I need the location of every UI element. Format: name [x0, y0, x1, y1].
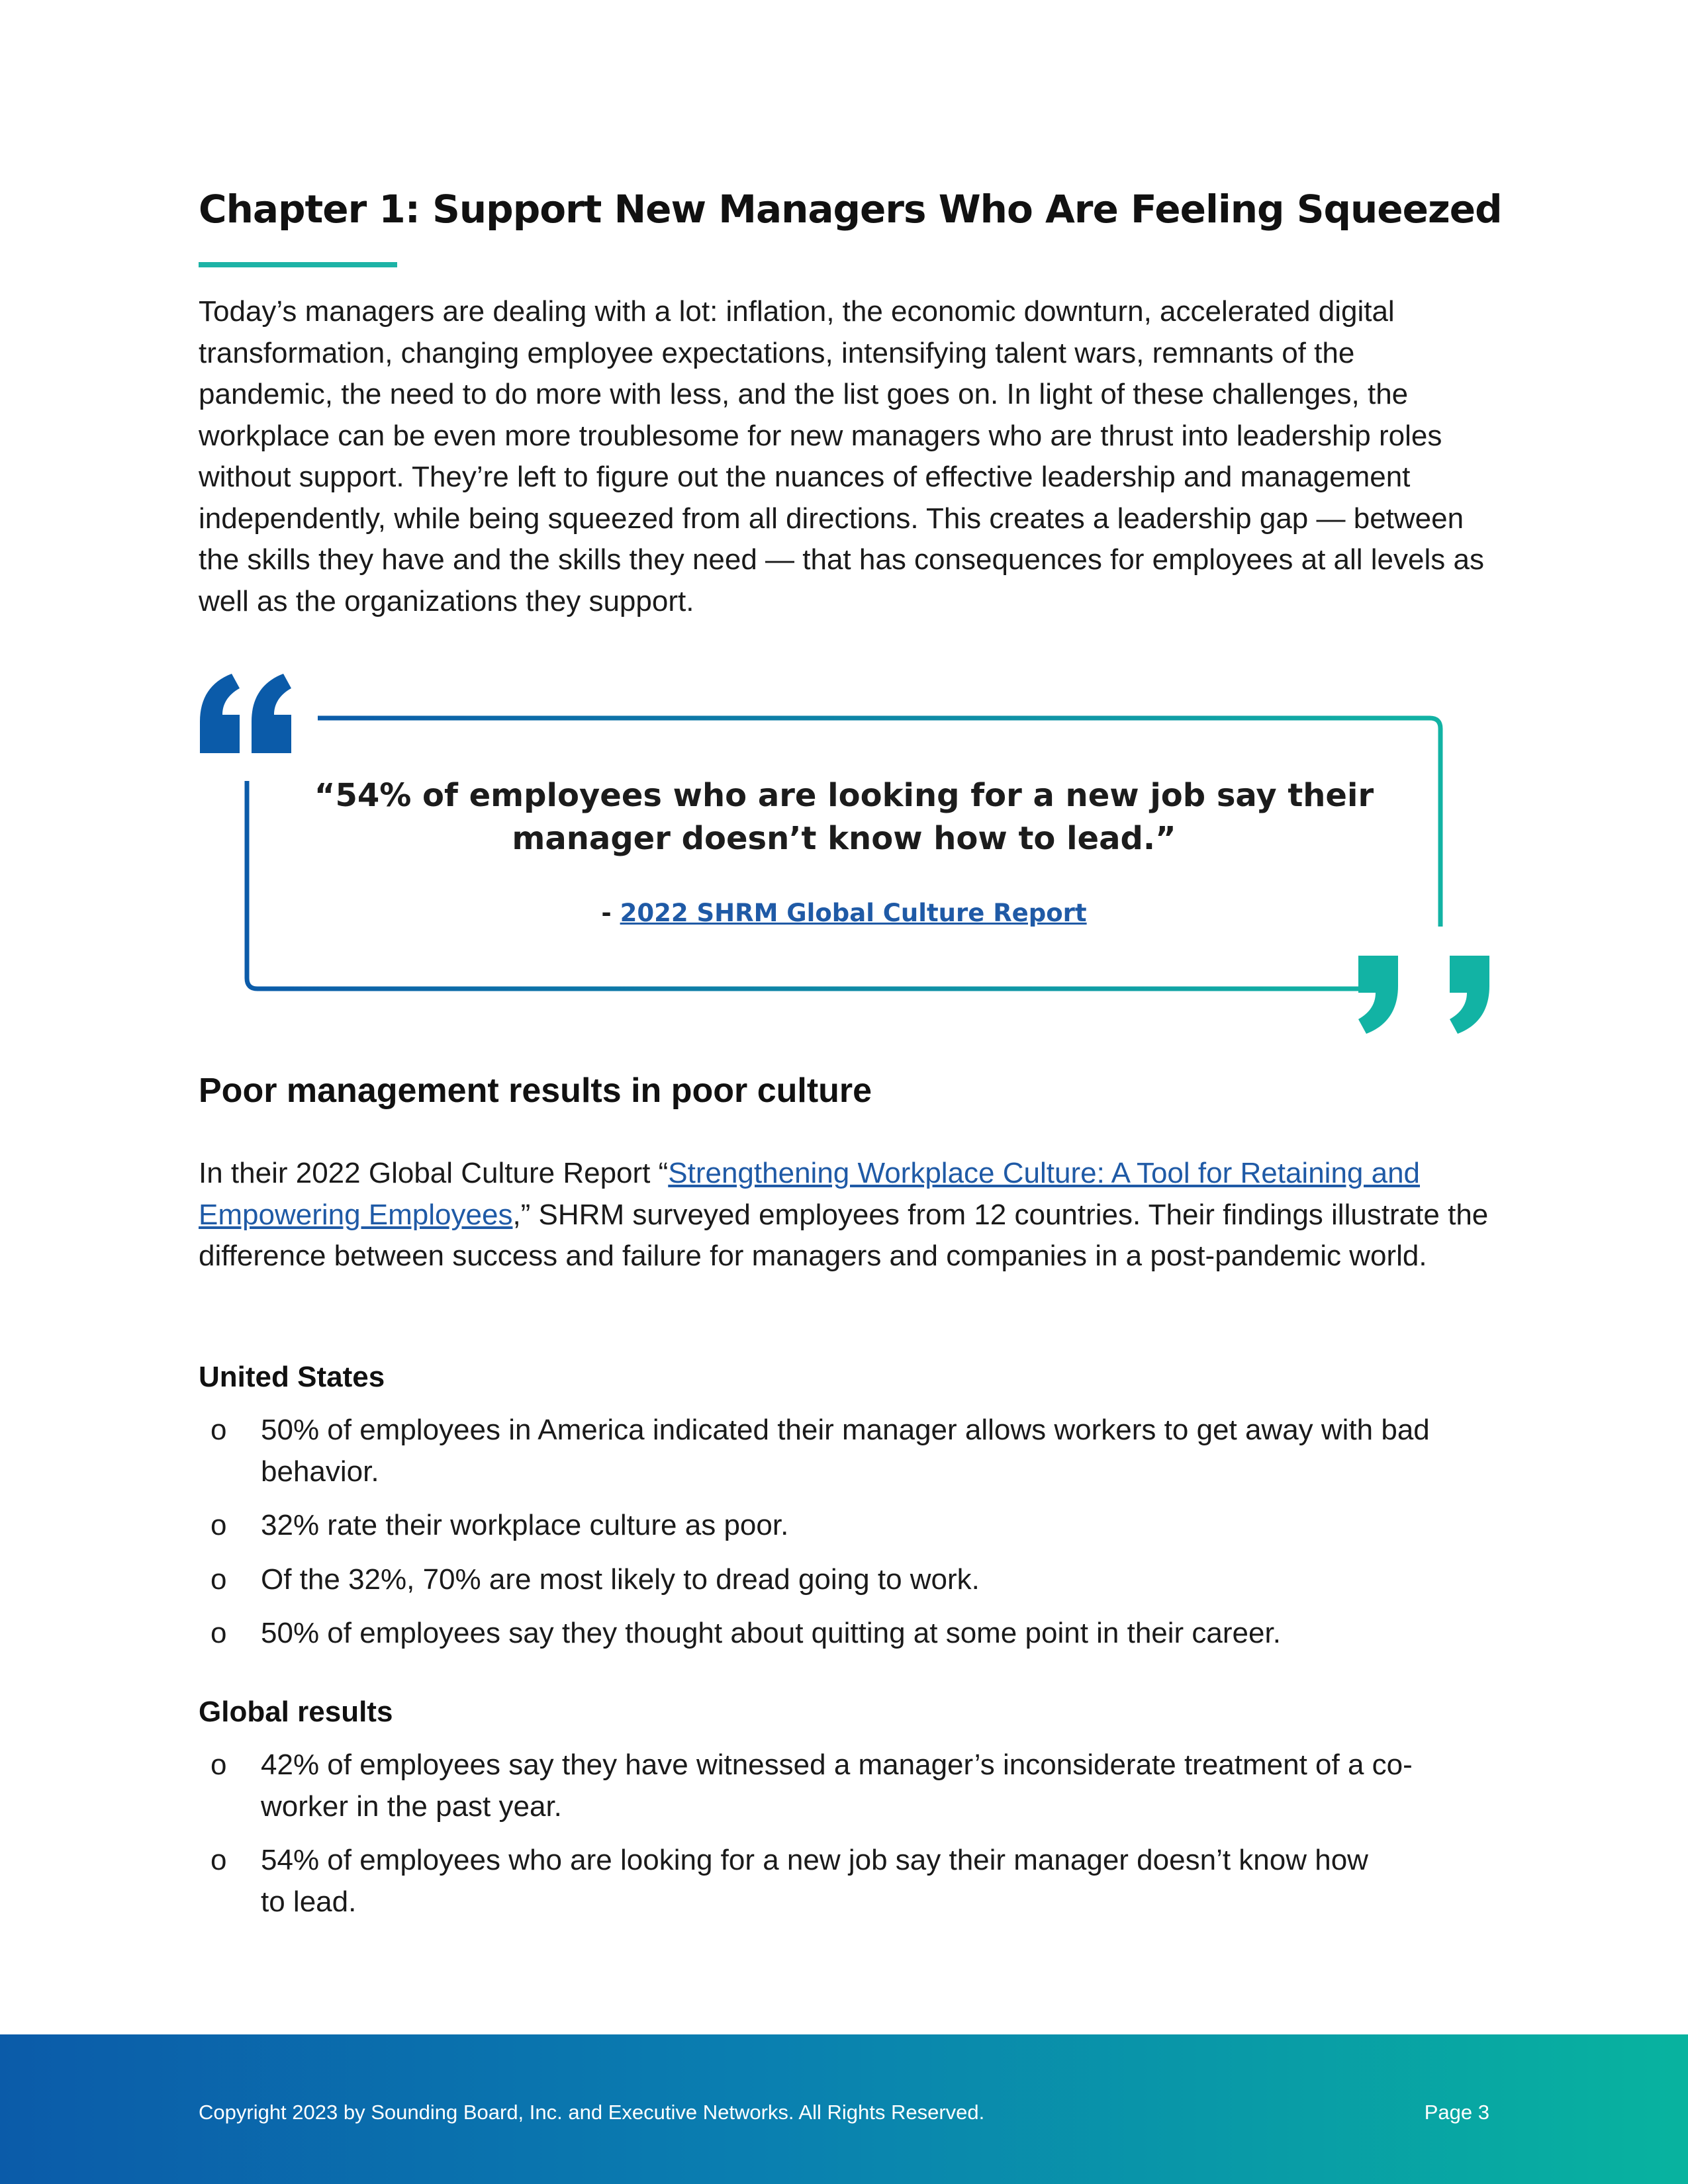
list-item [199, 1613, 1496, 1655]
bullet: o [211, 1563, 227, 1596]
section-heading: Poor management results in poor culture [199, 1071, 872, 1110]
quote-source-link[interactable]: 2022 SHRM Global Culture Report [620, 899, 1087, 927]
intro-paragraph: Today’s managers are dealing with a lot: inflation, the economic downturn, accelerated digital transformation, changing employee expectations, intensifying talent wars, remnants of the pandemic, the need to do more with less, and the list goes on. In light of these challenges, the workplace can be even more troublesome for new managers who are thrust into leadership roles without support. They’re left to figure out the nuances of effective leadership and management independently, while being squeezed from all directions. This creates a leadership gap — between the skills they have and the skills they need — that has consequences for employees at all levels as well as the organizations they support. [199, 295, 1484, 617]
pull-quote: “54% of employees who are looking for a new job say their manager doesn’t know how to lead.” [314, 777, 1374, 857]
list-item [199, 1840, 1496, 1923]
bullet: o [211, 1509, 227, 1541]
page-footer [0, 2034, 1688, 2184]
para-prefix: In their 2022 Global Culture Report “ [199, 1157, 669, 1189]
list-item-text: Of the 32%, 70% are most likely to dread going to work. [261, 1563, 980, 1596]
chapter-title: Chapter 1: Support New Managers Who Are Feeling Squeezed [199, 187, 1502, 232]
bullet: o [211, 1749, 227, 1781]
list-item [199, 1410, 1496, 1492]
subheading-united-states: United States [199, 1361, 385, 1393]
footer-copyright: Copyright 2023 by Sounding Board, Inc. and Executive Networks. All Rights Reserved. [199, 2101, 985, 2124]
bullet: o [211, 1617, 227, 1649]
page-number: Page 3 [1424, 2101, 1489, 2124]
open-quote-icon [200, 674, 291, 753]
list-item-text: 42% of employees say they have witnessed a manager’s inconsiderate treatment of a co-worker in the past year. [261, 1749, 1413, 1823]
list-item-text: 32% rate their workplace culture as poor. [261, 1509, 789, 1541]
list-item-text: 54% of employees who are looking for a new job say their manager doesn’t know how to lead. [261, 1844, 1368, 1918]
quote-source-prefix: - [601, 899, 620, 927]
report-link[interactable]: Strengthening Workplace Culture: A Tool for Retaining and Empowering Employees [199, 1157, 1421, 1231]
bullet: o [211, 1844, 227, 1876]
section-paragraph [199, 1153, 1496, 1277]
quote-source [278, 899, 1410, 927]
subheading-global-results: Global results [199, 1696, 393, 1728]
global-results-list [199, 1745, 1496, 1935]
para-suffix: ,” SHRM surveyed employees from 12 countries. Their findings illustrate the difference between success and failure for managers and companies in a post-pandemic world. [199, 1198, 1489, 1272]
list-item-text: 50% of employees in America indicated their manager allows workers to get away with bad behavior. [261, 1414, 1430, 1488]
us-results-list [199, 1410, 1496, 1667]
list-item-text: 50% of employees say they thought about quitting at some point in their career. [261, 1617, 1281, 1649]
list-item [199, 1745, 1496, 1827]
title-underline [199, 262, 397, 267]
close-quote-icon [1358, 956, 1489, 1034]
list-item [199, 1559, 1496, 1601]
bullet: o [211, 1414, 227, 1446]
list-item [199, 1505, 1496, 1547]
